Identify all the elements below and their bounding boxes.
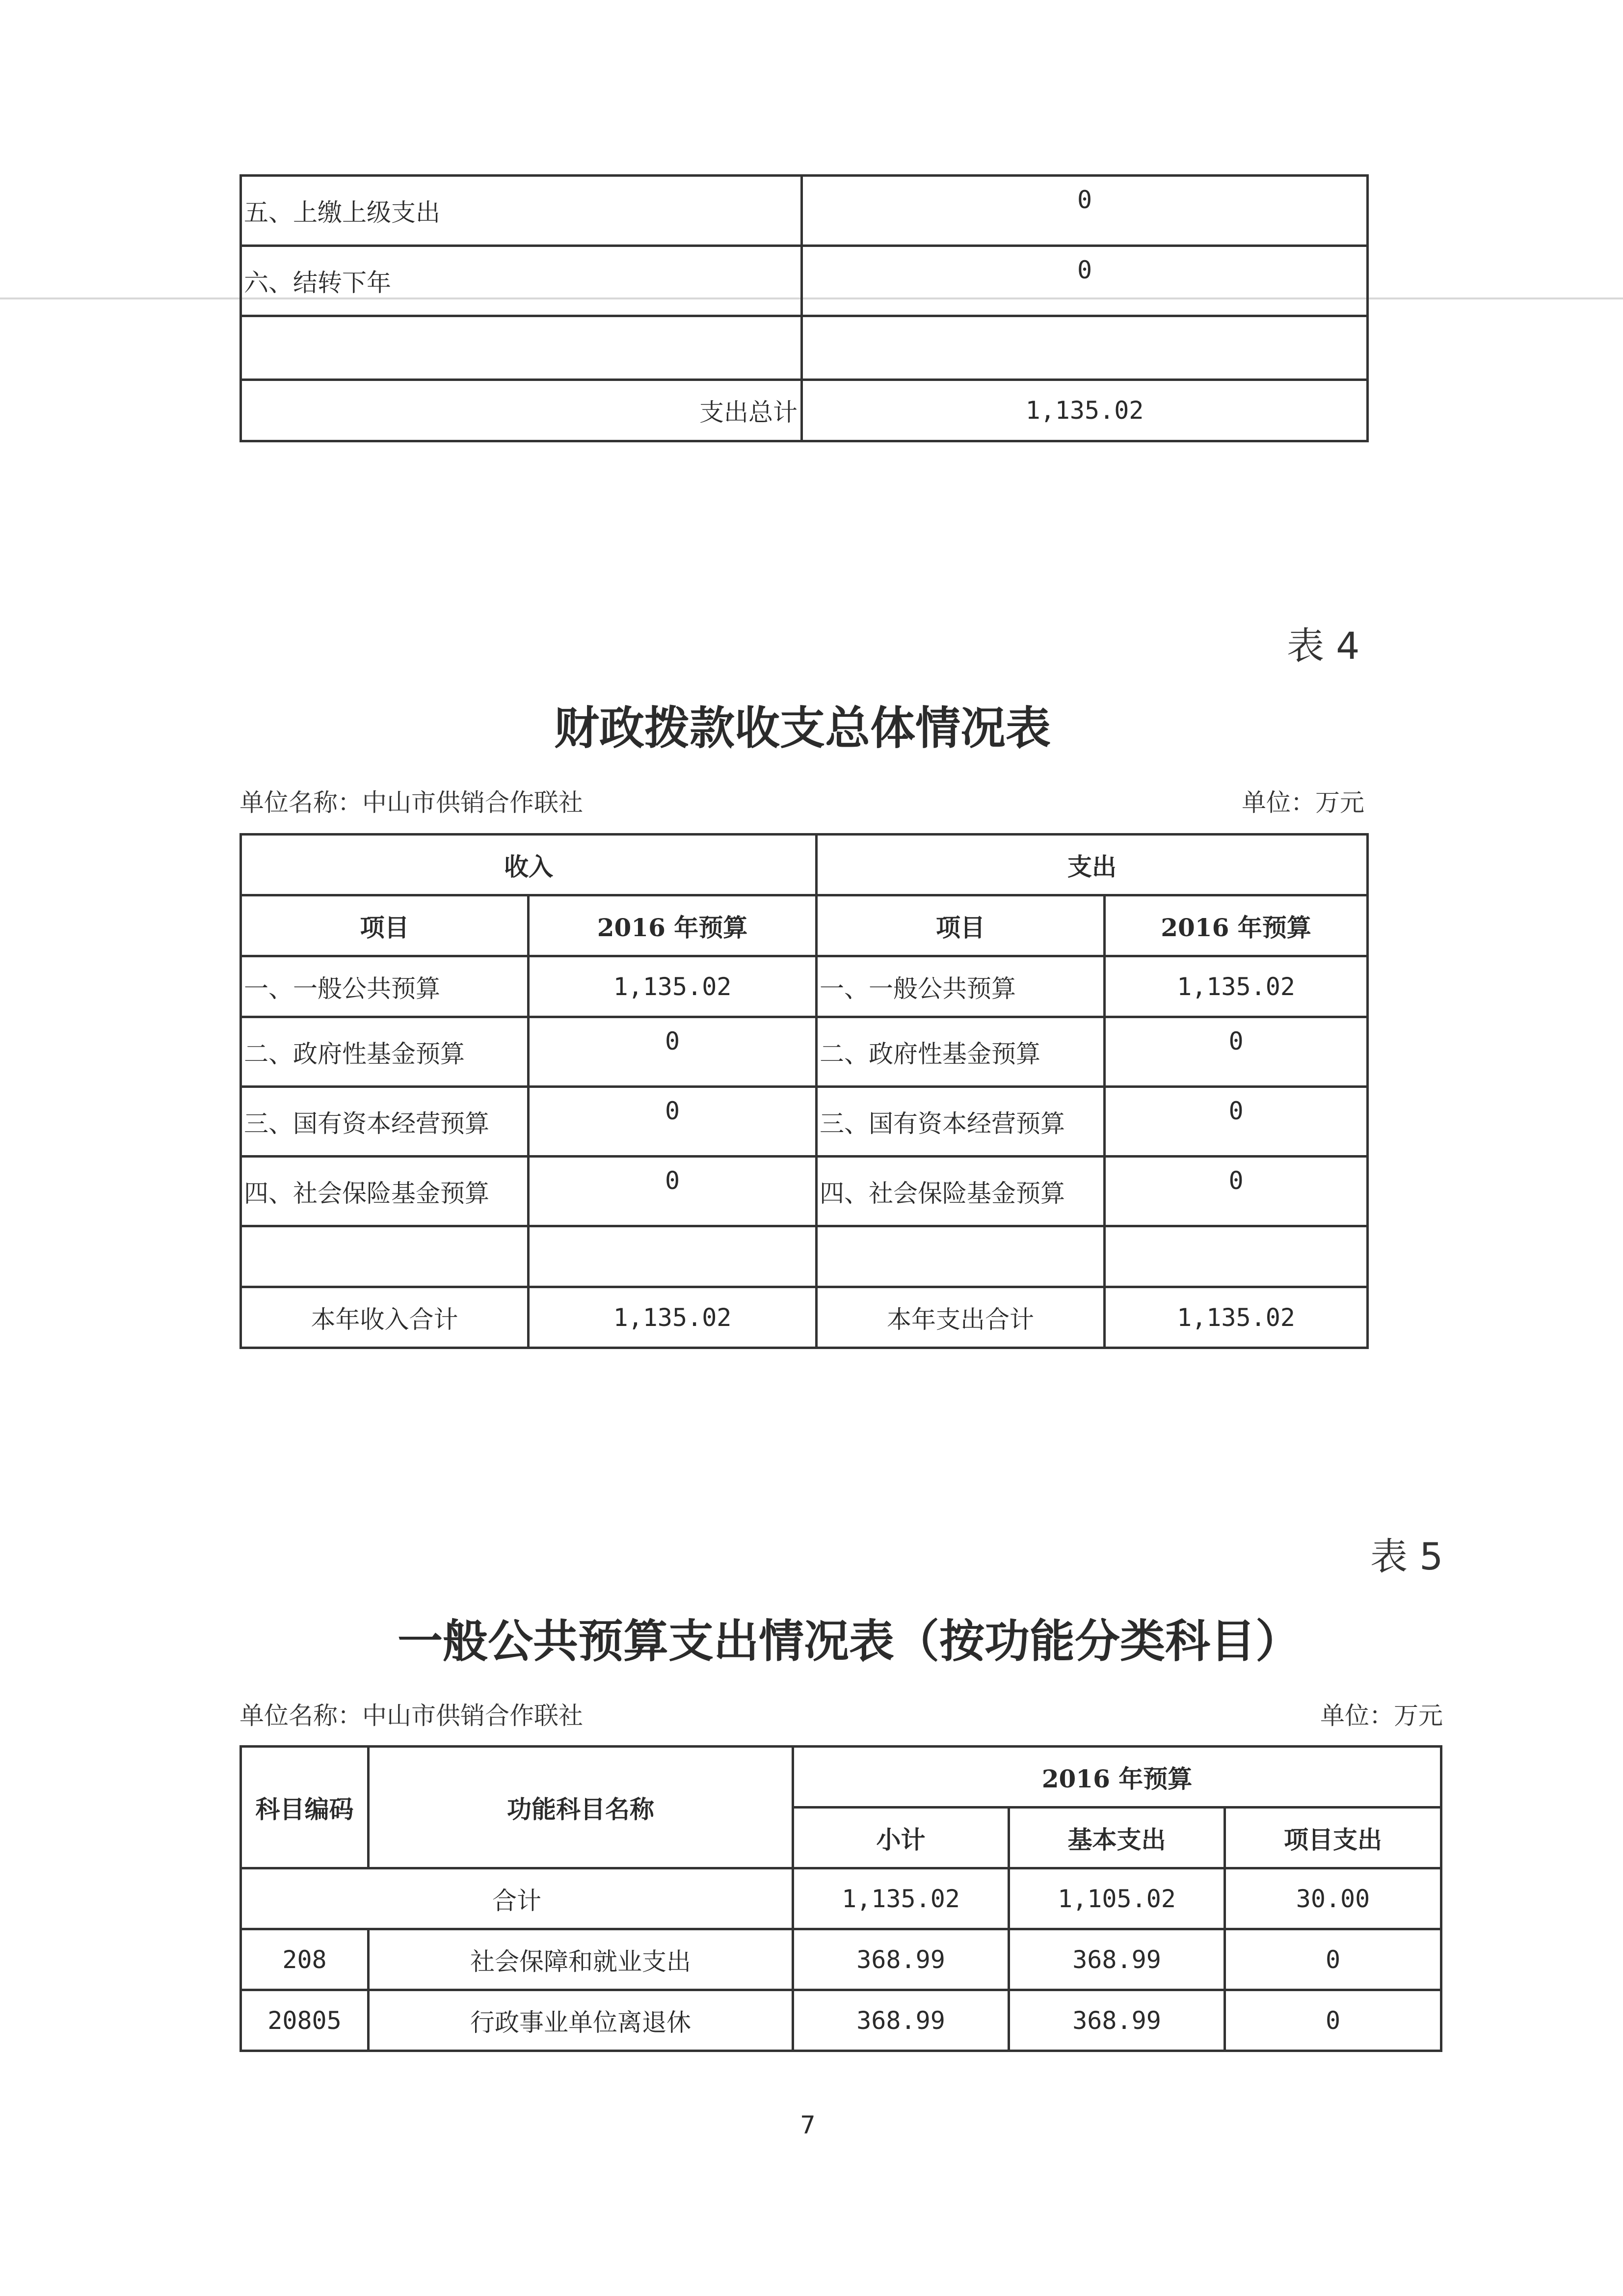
total-project: 30.00 [1225,1868,1441,1929]
table-title: 财政拨款收支总体情况表 [554,702,1051,755]
table4-fiscal-appropriation [239,833,1369,1349]
row-basic: 368.99 [1009,1990,1225,2051]
col-budget-group: 2016 年预算 [793,1747,1441,1808]
row-label [241,316,802,380]
table-row [241,1990,1441,2051]
expense-item: 二、政府性基金预算 [817,1017,1105,1087]
table-row [241,956,1368,1017]
total-row [241,1868,1441,1929]
expense-value: 0 [1105,1087,1368,1157]
header-row [241,1747,1441,1808]
expense-value: 1,135.02 [1105,956,1368,1017]
row-code: 208 [241,1929,369,1990]
income-item: 四、社会保险基金预算 [241,1157,529,1226]
col-subtotal: 小计 [793,1808,1009,1868]
total-row [241,1287,1368,1348]
income-total-value: 1,135.02 [529,1287,817,1348]
table-row [241,1226,1368,1287]
table-number: 表 4 [1287,624,1360,668]
row-label: 六、结转下年 [241,246,802,316]
income-item [241,1226,529,1287]
income-col-item: 项目 [241,895,529,956]
col-project: 项目支出 [1225,1808,1441,1868]
page-number: 7 [800,2111,816,2139]
row-name: 社会保障和就业支出 [369,1929,793,1990]
expense-item [817,1226,1105,1287]
row-project: 0 [1225,1990,1441,2051]
expense-value: 0 [1105,1017,1368,1087]
table-row [241,1157,1368,1226]
col-code: 科目编码 [241,1747,369,1868]
expense-value [1105,1226,1368,1287]
total-value: 1,135.02 [802,380,1368,441]
table5-general-public-budget-expenditure [239,1745,1442,2052]
col-basic: 基本支出 [1009,1808,1225,1868]
unit-name: 单位名称：中山市供销合作联社 [239,1702,583,1730]
row-basic: 368.99 [1009,1929,1225,1990]
total-label: 支出总计 [241,380,802,441]
unit-label: 单位：万元 [1320,1702,1443,1730]
row-value [802,316,1368,380]
table-row [241,176,1368,246]
expense-item: 三、国有资本经营预算 [817,1087,1105,1157]
total-row [241,380,1368,441]
row-code: 20805 [241,1990,369,2051]
table-row [241,1087,1368,1157]
row-value: 0 [802,246,1368,316]
row-project: 0 [1225,1929,1441,1990]
row-label: 五、上缴上级支出 [241,176,802,246]
income-value: 1,135.02 [529,956,817,1017]
table-row [241,316,1368,380]
row-subtotal: 368.99 [793,1990,1009,2051]
table-row [241,1929,1441,1990]
table-row [241,1017,1368,1087]
expense-col-item: 项目 [817,895,1105,956]
unit-name: 单位名称：中山市供销合作联社 [239,788,583,817]
table-row [241,246,1368,316]
expense-item: 一、一般公共预算 [817,956,1105,1017]
col-name: 功能科目名称 [369,1747,793,1868]
income-item: 一、一般公共预算 [241,956,529,1017]
income-value: 0 [529,1087,817,1157]
subheader-row [241,895,1368,956]
total-label: 合计 [241,1868,793,1929]
expense-item: 四、社会保险基金预算 [817,1157,1105,1226]
expense-value: 0 [1105,1157,1368,1226]
table-title: 一般公共预算支出情况表（按功能分类科目） [397,1615,1301,1668]
expense-header: 支出 [817,835,1368,895]
income-item: 二、政府性基金预算 [241,1017,529,1087]
expense-total-value: 1,135.02 [1105,1287,1368,1348]
row-value: 0 [802,176,1368,246]
expense-total-label: 本年支出合计 [817,1287,1105,1348]
table-number: 表 5 [1370,1535,1443,1578]
total-subtotal: 1,135.02 [793,1868,1009,1929]
row-subtotal: 368.99 [793,1929,1009,1990]
unit-label: 单位：万元 [1242,788,1364,817]
income-value: 0 [529,1157,817,1226]
table3-continuation [239,174,1369,442]
income-total-label: 本年收入合计 [241,1287,529,1348]
income-item: 三、国有资本经营预算 [241,1087,529,1157]
header-row [241,835,1368,895]
income-value: 0 [529,1017,817,1087]
income-header: 收入 [241,835,817,895]
row-name: 行政事业单位离退休 [369,1990,793,2051]
total-basic: 1,105.02 [1009,1868,1225,1929]
income-col-budget: 2016 年预算 [529,895,817,956]
income-value [529,1226,817,1287]
expense-col-budget: 2016 年预算 [1105,895,1368,956]
